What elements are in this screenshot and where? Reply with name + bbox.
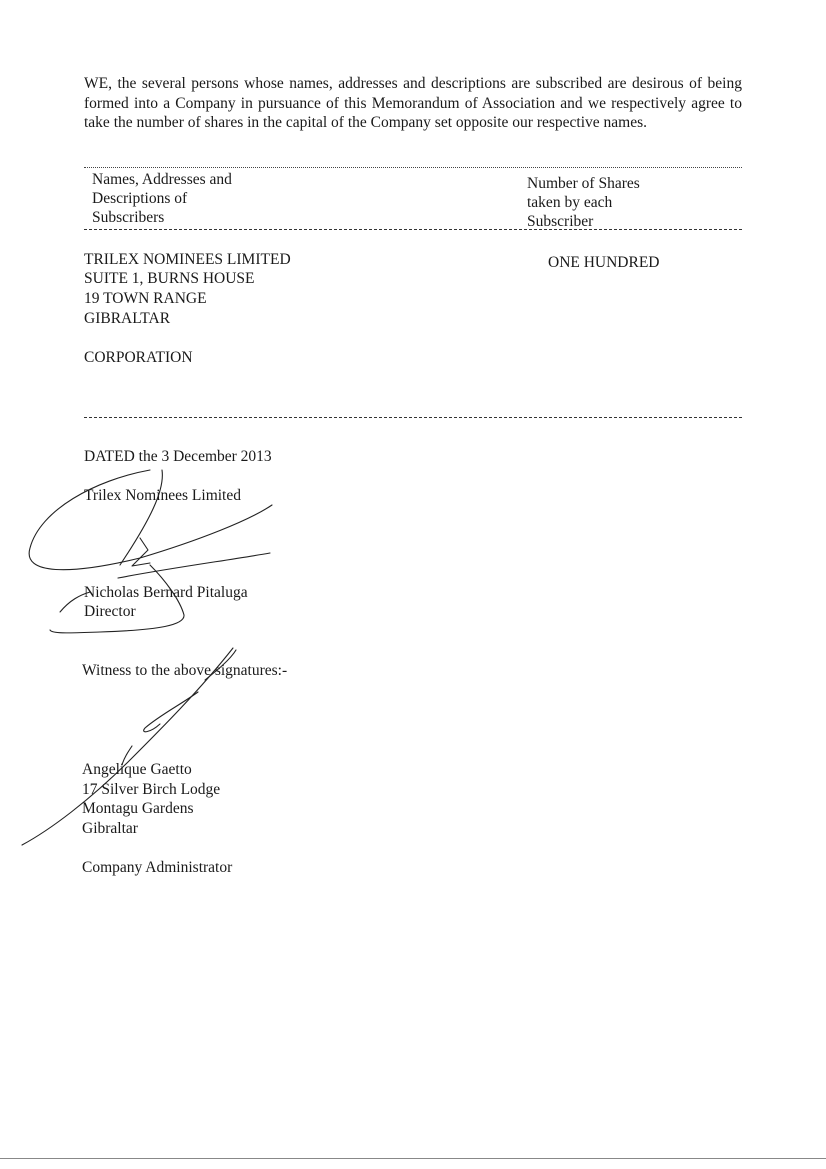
- col2-header-line-2: taken by each: [527, 194, 613, 211]
- company-name: Trilex Nominees Limited: [84, 487, 241, 504]
- table-header-bottom-rule: [84, 229, 742, 230]
- page-bottom-edge: [0, 1158, 826, 1159]
- subscriber-address-line-1: SUITE 1, BURNS HOUSE: [84, 270, 255, 287]
- subscriber-shares: ONE HUNDRED: [548, 254, 660, 271]
- subscriber-address-line-2: 19 TOWN RANGE: [84, 290, 207, 307]
- subscriber-address-line-3: GIBRALTAR: [84, 310, 171, 327]
- col1-header-line-1: Names, Addresses and: [92, 171, 232, 188]
- witness-heading: Witness to the above signatures:-: [82, 662, 288, 679]
- subscriber-description: CORPORATION: [84, 349, 193, 366]
- table-top-rule: [84, 167, 742, 168]
- signatory-name: Nicholas Bernard Pitaluga: [84, 584, 248, 601]
- director-signature: [29, 470, 272, 570]
- table-bottom-rule: [84, 417, 742, 418]
- director-signature-stroke-3: [118, 553, 270, 578]
- intro-paragraph: WE, the several persons whose names, addresses and descriptions are subscribed are desirous of being formed into a Company in pursuance of this Memorandum of Association and we respectively agree to take the number of shares in the capital of the Company set opposite our respective names.: [84, 75, 742, 131]
- witness-address-line-1: 17 Silver Birch Lodge: [82, 781, 221, 798]
- witness-address-line-2: Montagu Gardens: [82, 800, 194, 817]
- col2-header-line-1: Number of Shares: [527, 175, 640, 192]
- witness-signature-stroke-2: [144, 692, 198, 732]
- col1-header-line-2: Descriptions of: [92, 190, 188, 207]
- subscriber-name: TRILEX NOMINEES LIMITED: [84, 251, 291, 268]
- witness-occupation: Company Administrator: [82, 859, 233, 876]
- col2-header-line-3: Subscriber: [527, 213, 594, 230]
- witness-address-line-3: Gibraltar: [82, 820, 138, 837]
- witness-name: Angelique Gaetto: [82, 761, 192, 778]
- director-signature-stroke-4: [132, 538, 150, 566]
- col1-header-line-3: Subscribers: [92, 209, 165, 226]
- director-signature-stroke-2: [120, 470, 162, 565]
- signatory-title: Director: [84, 603, 136, 620]
- dated-line: DATED the 3 December 2013: [84, 448, 272, 465]
